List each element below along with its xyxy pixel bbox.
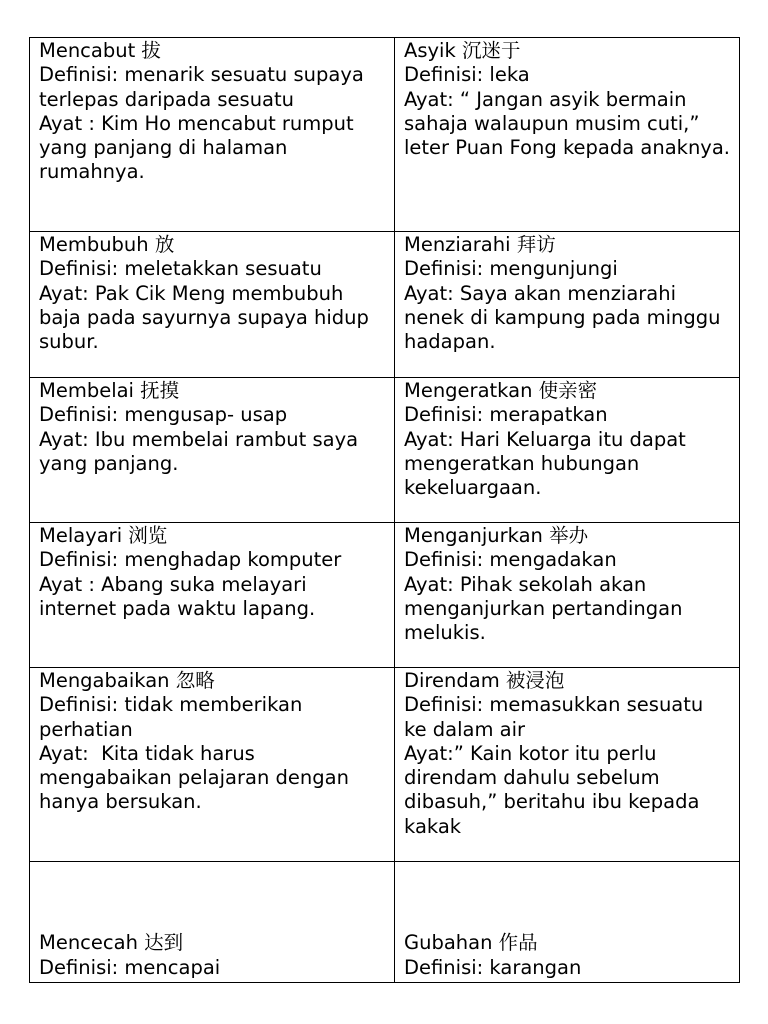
vocab-word: Mengeratkan 使亲密 — [404, 379, 598, 402]
vocab-example: Ayat: Ibu membelai rambut saya yang panjang. — [39, 427, 365, 475]
vocab-word: Membubuh 放 — [39, 233, 175, 256]
vocab-definition: Definisi: mengadakan — [404, 548, 617, 572]
vocab-word: Asyik 沉迷于 — [404, 39, 521, 62]
table-row — [30, 378, 740, 523]
vocab-definition: Definisi: mencapai — [39, 955, 221, 979]
vocab-word: Menganjurkan 举办 — [404, 524, 589, 547]
vocab-word: Mencecah 达到 — [39, 931, 184, 955]
vocab-definition: Definisi: leka — [404, 63, 530, 87]
vocab-definition: Definisi: meletakkan sesuatu — [39, 257, 322, 281]
vocab-cell — [30, 668, 395, 862]
vocab-definition: Definisi: menarik sesuatu supaya terlepas daripada sesuatu — [39, 63, 371, 111]
vocab-definition: Definisi: merapatkan — [404, 403, 608, 427]
vocab-definition: Definisi: mengunjungi — [404, 257, 618, 281]
vocab-cell — [30, 523, 395, 668]
vocab-word: Membelai 抚摸 — [39, 379, 180, 402]
vocab-example: Ayat: Saya akan menziarahi nenek di kampung pada minggu hadapan. — [404, 281, 727, 354]
vocab-word: Menziarahi 拜访 — [404, 233, 556, 256]
vocab-cell — [395, 378, 740, 523]
vocab-cell — [395, 38, 740, 232]
table-row — [30, 862, 740, 983]
table-row — [30, 523, 740, 668]
vocab-definition: Definisi: tidak memberikan perhatian — [39, 693, 309, 741]
vocab-cell — [395, 232, 740, 378]
vocab-example: Ayat: “ Jangan asyik bermain sahaja walaupun musim cuti,” leter Puan Fong kepada anaknya. — [404, 87, 730, 160]
vocab-example: Ayat : Abang suka melayari internet pada waktu lapang. — [39, 572, 316, 620]
vocab-word: Mengabaikan 忽略 — [39, 669, 215, 692]
table-row — [30, 232, 740, 378]
vocab-word: Mencabut 拔 — [39, 39, 161, 62]
vocab-cell — [395, 523, 740, 668]
table-row — [30, 668, 740, 862]
vocab-example: Ayat: Pak Cik Meng membubuh baja pada sayurnya supaya hidup subur. — [39, 281, 376, 354]
vocab-word: Direndam 被浸泡 — [404, 669, 565, 692]
table-row — [30, 38, 740, 232]
vocab-cell — [30, 862, 395, 983]
vocab-example: Ayat: Kita tidak harus mengabaikan pelajaran dengan hanya bersukan. — [39, 741, 356, 814]
vocabulary-table — [29, 37, 740, 983]
vocab-example: Ayat:” Kain kotor itu perlu direndam dahulu sebelum dibasuh,” beritahu ibu kepada kakak — [404, 741, 706, 838]
vocab-example: Ayat: Pihak sekolah akan menganjurkan pertandingan melukis. — [404, 572, 689, 645]
vocab-example: Ayat: Hari Keluarga itu dapat mengeratkan hubungan kekeluargaan. — [404, 427, 693, 500]
vocab-definition: Definisi: karangan — [404, 955, 582, 979]
vocab-cell — [30, 378, 395, 523]
vocab-word: Gubahan 作品 — [404, 931, 538, 955]
vocab-cell — [395, 862, 740, 983]
vocab-definition: Definisi: mengusap- usap — [39, 403, 288, 427]
vocab-definition: Definisi: memasukkan sesuatu ke dalam air — [404, 693, 710, 741]
vocab-word: Melayari 浏览 — [39, 524, 168, 547]
vocab-cell — [30, 232, 395, 378]
vocab-example: Ayat : Kim Ho mencabut rumput yang panjang di halaman rumahnya. — [39, 111, 360, 184]
vocab-cell — [395, 668, 740, 862]
vocab-cell — [30, 38, 395, 232]
vocab-definition: Definisi: menghadap komputer — [39, 548, 342, 572]
